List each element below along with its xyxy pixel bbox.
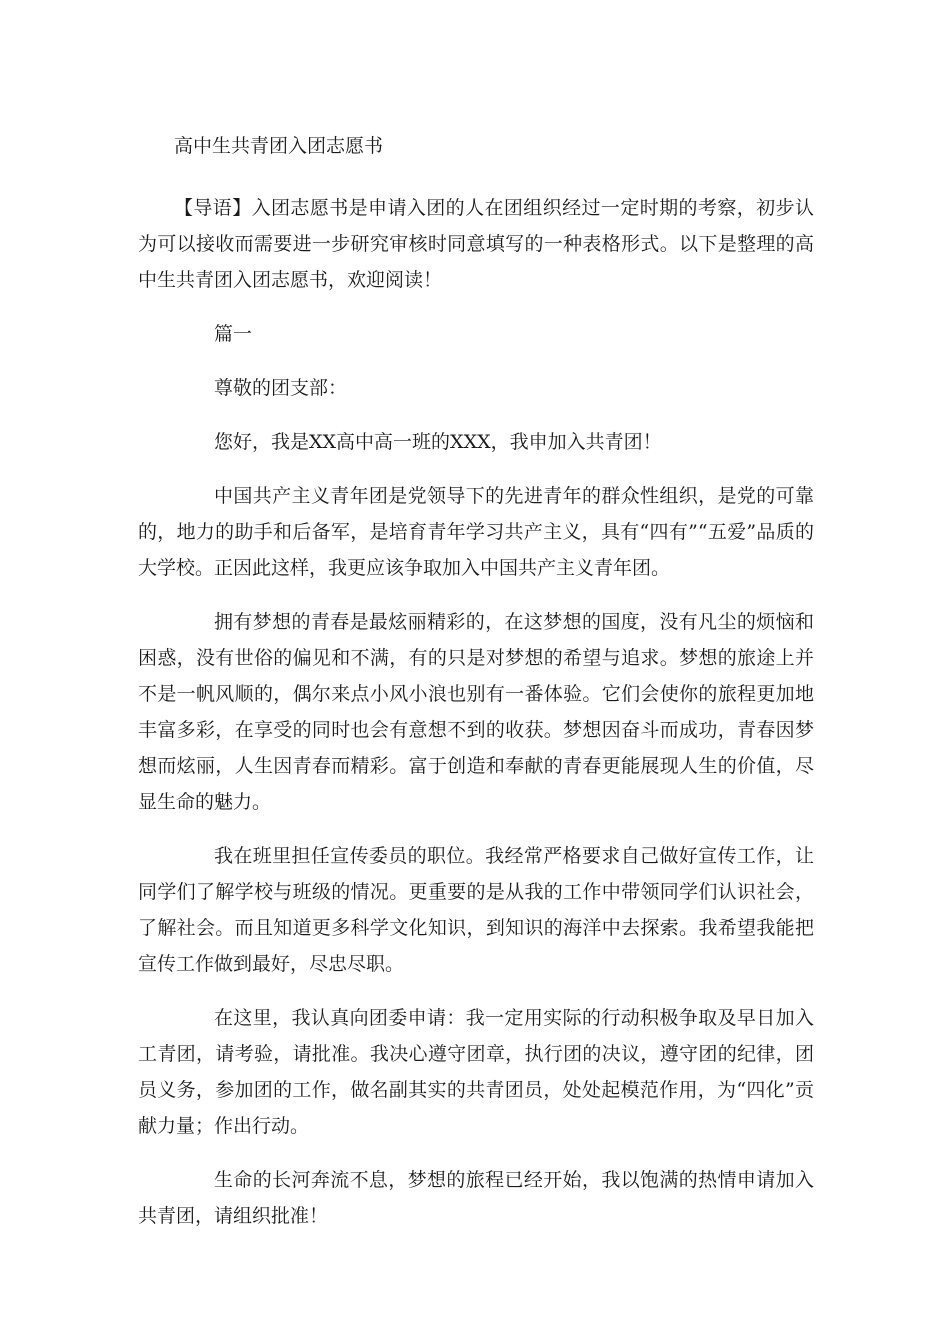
body-paragraph-4: 在这里，我认真向团委申请：我一定用实际的行动积极争取及早日加入工青团，请考验，请批准。我决心遵守团章，执行团的决议，遵守团的纪律，团员义务，参加团的工作，做名副其实的共青团员，处处起模范作用，为“四化”贡献力量；作出行动。 [138, 1007, 814, 1137]
salutation: 尊敬的团支部： [214, 377, 348, 399]
document-page [138, 128, 814, 1252]
body-paragraph-1: 中国共产主义青年团是党领导下的先进青年的群众性组织，是党的可靠的，地力的助手和后备军，是培育青年学习共产主义，具有“四有”“五爱”品质的大学校。正因此这样，我更应该争取加入中国共产主义青年团。 [138, 485, 814, 579]
section-heading: 篇一 [214, 323, 253, 345]
document-title: 高中生共青团入团志愿书 [174, 135, 384, 157]
body-paragraph-2: 拥有梦想的青春是最炫丽精彩的，在这梦想的国度，没有凡尘的烦恼和困惑，没有世俗的偏见和不满，有的只是对梦想的希望与追求。梦想的旅途上并不是一帆风顺的，偶尔来点小风小浪也别有一番体验。它们会使你的旅程更加地丰富多彩，在享受的同时也会有意想不到的收获。梦想因奋斗而成功，青春因梦想而炫丽，人生因青春而精彩。富于创造和奉献的青春更能展现人生的价值，尽显生命的魅力。 [138, 611, 814, 813]
greeting: 您好，我是XX高中高一班的XXX，我申加入共青团！ [214, 431, 662, 453]
intro-paragraph: 【导语】入团志愿书是申请入团的人在团组织经过一定时期的考察，初步认为可以接收而需要进一步研究审核时同意填写的一种表格形式。以下是整理的高中生共青团入团志愿书，欢迎阅读！ [138, 197, 814, 291]
body-paragraph-3: 我在班里担任宣传委员的职位。我经常严格要求自己做好宣传工作，让同学们了解学校与班级的情况。更重要的是从我的工作中带领同学们认识社会，了解社会。而且知道更多科学文化知识，到知识的海洋中去探索。我希望我能把宣传工作做到最好，尽忠尽职。 [138, 845, 814, 975]
body-paragraph-5: 生命的长河奔流不息，梦想的旅程已经开始，我以饱满的热情申请加入共青团，请组织批准！ [138, 1169, 814, 1227]
